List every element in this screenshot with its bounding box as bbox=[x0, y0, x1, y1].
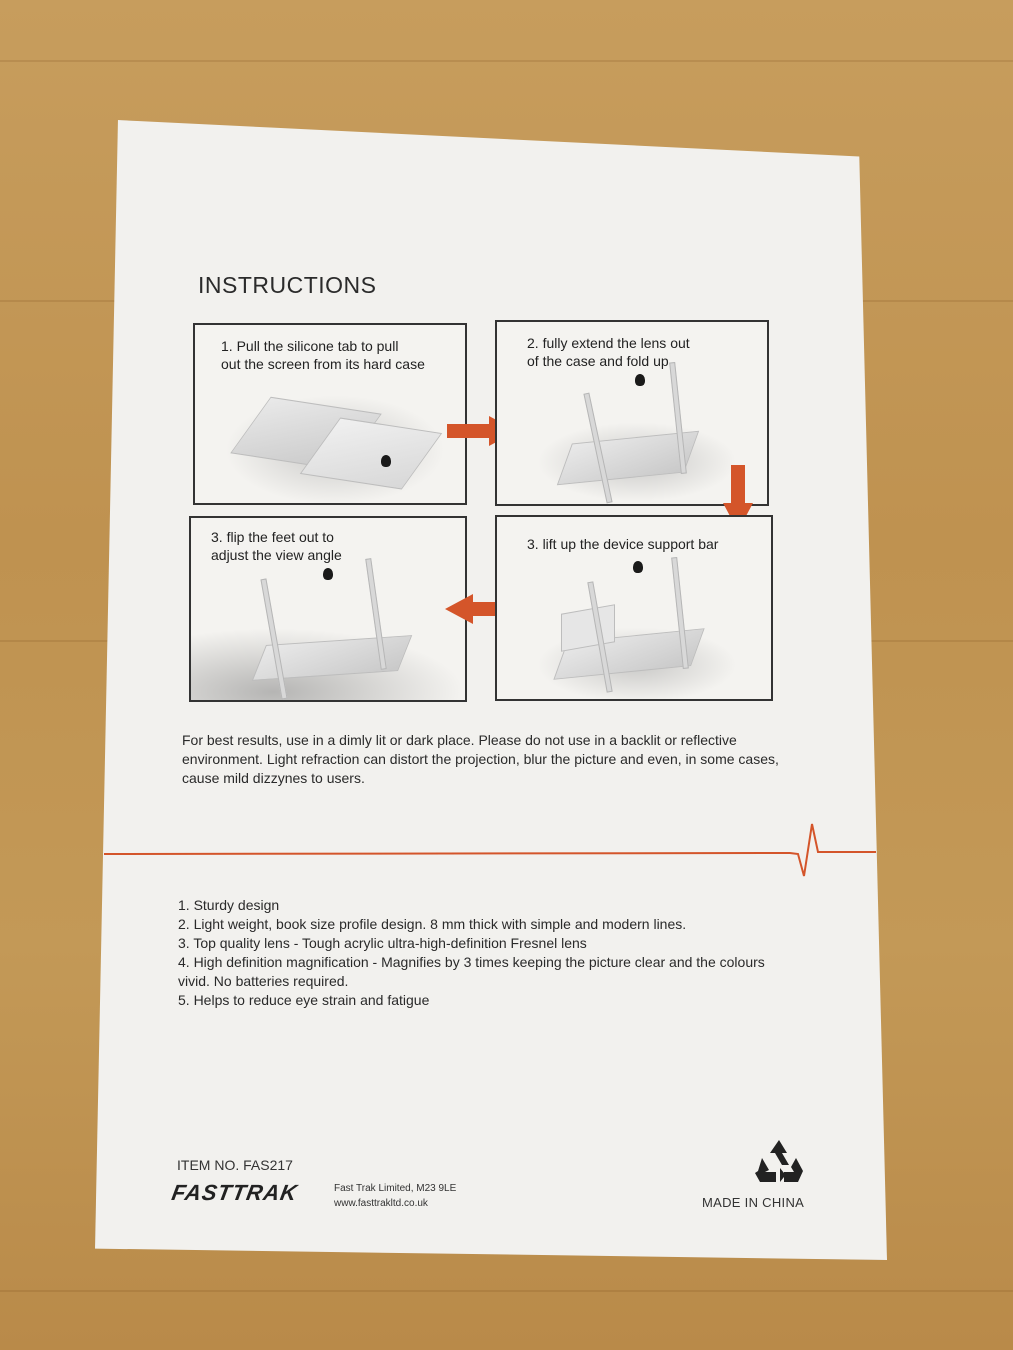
wood-grain bbox=[0, 1290, 1013, 1292]
feature-item: 2. Light weight, book size profile design. 8 mm thick with simple and modern lines. bbox=[178, 916, 687, 932]
wood-grain bbox=[0, 60, 1013, 62]
ink-spot bbox=[633, 561, 643, 573]
heartbeat-divider bbox=[104, 820, 876, 882]
caption-line: out the screen from its hard case bbox=[221, 356, 425, 372]
usage-advice: For best results, use in a dimly lit or dark place. Please do not use in a backlit or reflective environment. Light refraction can distort the projection, blur the picture and even, in some cases, cause mild dizzynes to users. bbox=[182, 732, 779, 786]
feature-item: 3. Top quality lens - Tough acrylic ultra-high-definition Fresnel lens bbox=[178, 935, 587, 951]
step-2-caption bbox=[527, 334, 690, 370]
company-info bbox=[334, 1181, 456, 1211]
step-panel-4 bbox=[495, 515, 773, 701]
ink-spot bbox=[381, 455, 391, 467]
page-title: INSTRUCTIONS bbox=[198, 272, 377, 298]
step-panel-3 bbox=[189, 516, 467, 702]
caption-line: 2. fully extend the lens out bbox=[527, 335, 690, 351]
ink-spot bbox=[323, 568, 333, 580]
feature-list bbox=[178, 896, 778, 1010]
step-1-caption bbox=[221, 337, 425, 373]
caption-line: of the case and fold up bbox=[527, 353, 669, 369]
caption-line: adjust the view angle bbox=[211, 547, 342, 563]
feature-item: 4. High definition magnification - Magnifies by 3 times keeping the picture clear and the colours vivid. No batteries required. bbox=[178, 954, 765, 989]
made-in-label: MADE IN CHINA bbox=[702, 1195, 805, 1210]
company-address: Fast Trak Limited, M23 9LE bbox=[334, 1183, 457, 1194]
step-3-caption bbox=[211, 528, 342, 564]
item-number: ITEM NO. FAS217 bbox=[177, 1157, 293, 1173]
step-4-caption bbox=[527, 535, 718, 553]
step-panel-1 bbox=[193, 323, 467, 505]
feature-item: 5. Helps to reduce eye strain and fatigue bbox=[178, 992, 430, 1008]
caption-line: 1. Pull the silicone tab to pull bbox=[221, 338, 399, 354]
ink-spot bbox=[635, 374, 645, 386]
company-website: www.fasttrakltd.co.uk bbox=[334, 1198, 428, 1209]
caption-line: 3. flip the feet out to bbox=[211, 529, 334, 545]
brand-logo: FASTTRAK bbox=[169, 1180, 300, 1205]
recycle-icon bbox=[754, 1138, 804, 1184]
feature-item: 1. Sturdy design bbox=[178, 897, 280, 913]
caption-line: 3. lift up the device support bar bbox=[527, 536, 719, 552]
